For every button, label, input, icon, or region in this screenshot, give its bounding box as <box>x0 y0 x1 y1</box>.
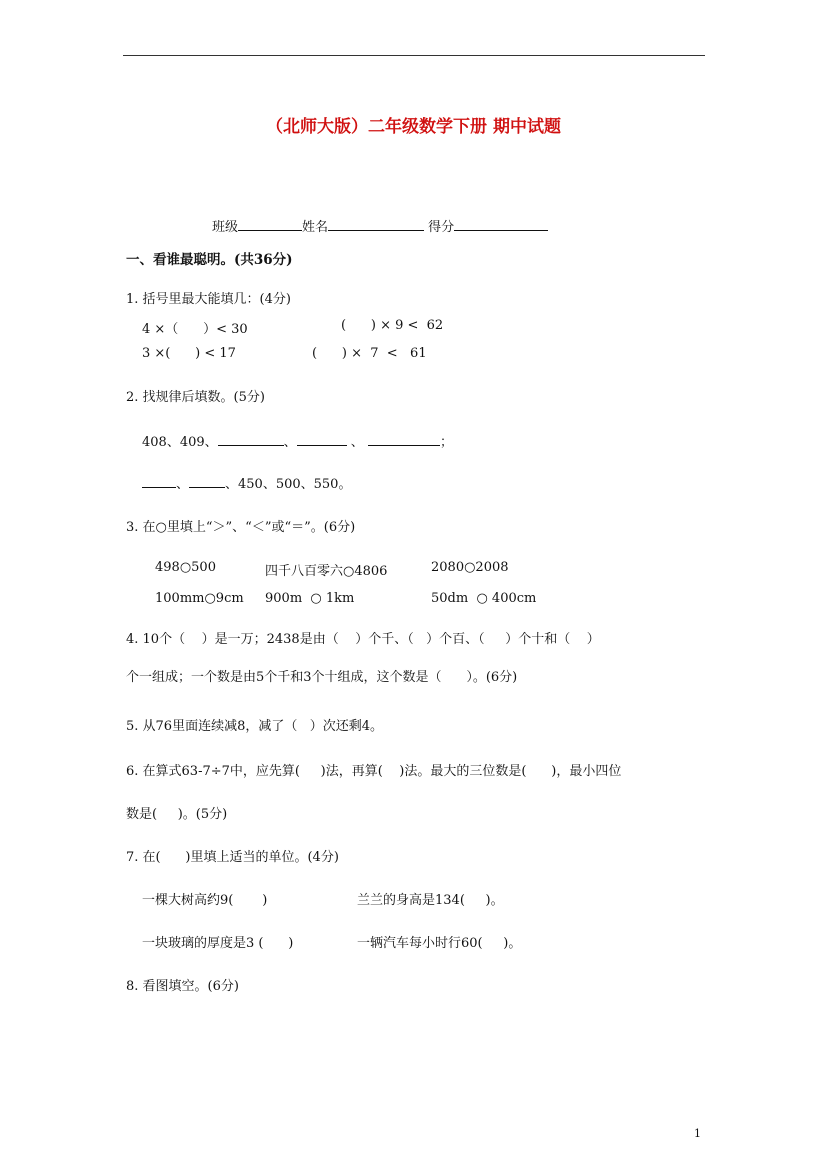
question-3-item-c: 2080○2008 <box>431 560 509 575</box>
score-blank[interactable] <box>454 218 548 231</box>
question-1-item-c: 3 ×( ) < 17 <box>142 346 236 361</box>
question-6-line-1: 6. 在算式63-7÷7中，应先算( )法，再算( )法。最大的三位数是( )，最小四位 <box>126 764 622 779</box>
header-rule <box>123 55 705 56</box>
question-2-line-1: 408、409、 、 、 ； <box>142 435 453 450</box>
question-1-item-d: ( ) × 7 < 61 <box>312 346 427 361</box>
question-6-line-2: 数是( )。(5分) <box>126 807 228 822</box>
info-line <box>212 216 548 235</box>
question-3-item-a: 498○500 <box>155 560 216 575</box>
question-2-line-2: 、 、450、500、550。 <box>142 473 351 492</box>
question-4-line-2: 个一组成；一个数是由5个千和3个十组成，这个数是（ ）。(6分) <box>126 670 518 685</box>
answer-blank[interactable] <box>142 475 176 488</box>
question-7-item-d: 一辆汽车每小时行60( )。 <box>357 936 522 951</box>
question-1-item-a: 4 ×（ ）< 30 <box>142 322 248 337</box>
section-heading: 一、看谁最聪明。(共36分) <box>126 252 293 268</box>
question-3-item-e: 900m ○ 1km <box>265 591 355 606</box>
answer-blank[interactable] <box>297 433 347 446</box>
name-label: 姓名 <box>302 220 329 235</box>
question-1-item-b: ( ) × 9 < 62 <box>341 318 444 333</box>
question-8-heading: 8. 看图填空。(6分) <box>126 979 239 994</box>
answer-blank[interactable] <box>189 475 225 488</box>
page-number: 1 <box>694 1127 701 1140</box>
question-3-item-f: 50dm ○ 400cm <box>431 591 537 606</box>
answer-blank[interactable] <box>368 433 440 446</box>
question-4-line-1: 4. 10个（ ）是一万；2438是由（ ）个千、（ ）个百、（ ）个十和（ ） <box>126 632 600 647</box>
question-3-item-d: 100mm○9cm <box>155 591 244 606</box>
question-7-item-a: 一棵大树高约9( ) <box>142 893 268 908</box>
question-3-item-b: 四千八百零六○4806 <box>265 564 388 579</box>
question-7-item-b: 兰兰的身高是134( )。 <box>357 893 504 908</box>
page-title: （北师大版）二年级数学下册 期中试题 <box>266 117 561 137</box>
class-label: 班级 <box>212 220 239 235</box>
question-3-heading: 3. 在○里填上“＞”、“＜”或“＝”。(6分) <box>126 520 356 535</box>
question-7-item-c: 一块玻璃的厚度是3 ( ) <box>142 936 294 951</box>
question-7-heading: 7. 在( )里填上适当的单位。(4分) <box>126 850 339 865</box>
name-blank[interactable] <box>328 218 424 231</box>
question-1-heading: 1. 括号里最大能填几：(4分) <box>126 292 291 307</box>
score-label: 得分 <box>428 220 455 235</box>
question-5: 5. 从76里面连续减8，减了（ ）次还剩4。 <box>126 719 384 734</box>
class-blank[interactable] <box>238 218 302 231</box>
question-2-heading: 2. 找规律后填数。(5分) <box>126 390 265 405</box>
answer-blank[interactable] <box>218 433 284 446</box>
